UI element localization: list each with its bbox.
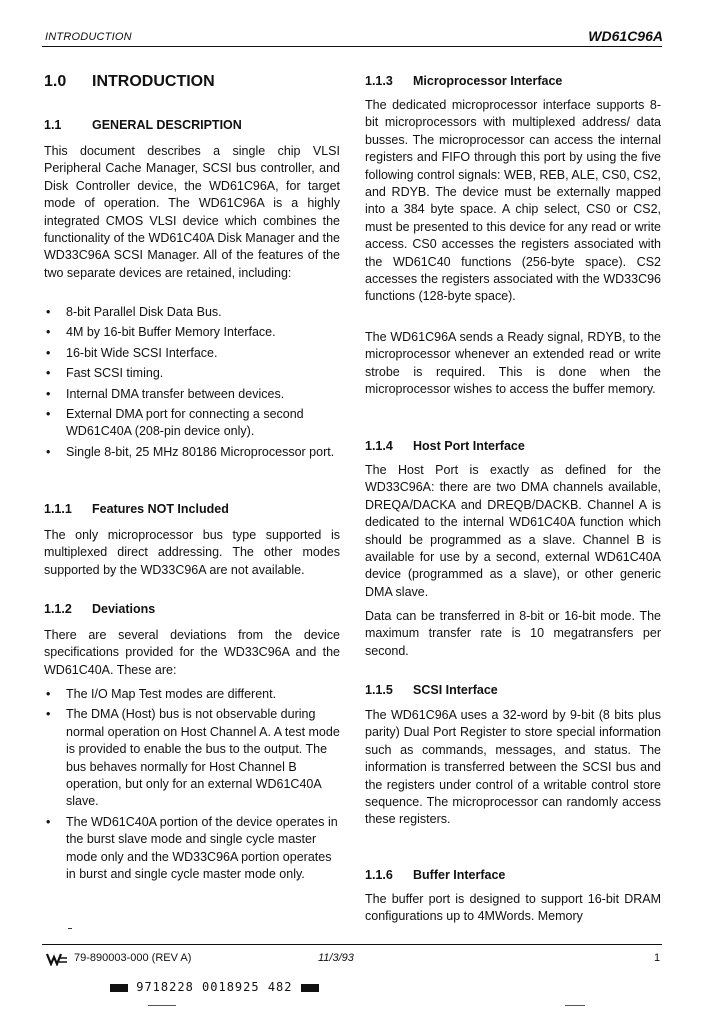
list-item: • 16-bit Wide SCSI Interface. [46, 345, 218, 360]
host-port-paragraph-2: Data can be transferred in 8-bit or 16-bit mode. The maximum transfer rate is 10 megatransfers per second. [365, 609, 661, 658]
running-header-section: INTRODUCTION [45, 31, 132, 43]
wd-logo-icon [46, 952, 68, 966]
publication-date: 11/3/93 [318, 952, 354, 964]
section-heading-1-0: 1.0 INTRODUCTION [44, 73, 215, 90]
running-header-part-number: WD61C96A [588, 28, 663, 44]
deviations-paragraph: There are several deviations from the device specifications provided for the WD33C96A and the WD61C40A. These are: [44, 628, 340, 677]
heading-1-1-1: 1.1.1 Features NOT Included [44, 502, 229, 516]
stray-mark [68, 928, 72, 929]
barcode-line [110, 980, 319, 994]
header-rule [42, 46, 662, 47]
barcode-block-left [110, 984, 128, 992]
list-item: • Single 8-bit, 25 MHz 80186 Microprocessor port. [46, 444, 335, 459]
page-number: 1 [654, 952, 661, 964]
heading-1-1-3: 1.1.3 Microprocessor Interface [365, 74, 563, 88]
list-item: • The DMA (Host) bus is not observable during normal operation on Host Channel A. A test mode is provided to enable the bus to the output. The bus behaves normally for Host Channel B operation, but only for an external WD61C40A slave. [46, 707, 340, 809]
heading-1-1-4: 1.1.4 Host Port Interface [365, 439, 525, 453]
list-item: • The I/O Map Test modes are different. [46, 687, 277, 701]
heading-1-1-5: 1.1.5 SCSI Interface [365, 683, 498, 697]
document-number: 79-890003-000 (REV A) [74, 952, 192, 964]
scsi-interface-paragraph: The WD61C96A uses a 32-word by 9-bit (8 bits plus parity) Dual Port Register to store special information such as commands, messages, and status. The information is transferred between the SCSI bus and the registers under control of a writable control store sequence. The microprocessor can randomly access these registers. [365, 708, 661, 827]
heading-1-1: 1.1 GENERAL DESCRIPTION [44, 118, 242, 132]
list-item: • 8-bit Parallel Disk Data Bus. [46, 305, 222, 319]
deviation-list [44, 686, 340, 886]
list-item: • 4M by 16-bit Buffer Memory Interface. [46, 325, 276, 340]
barcode-block-right [301, 984, 319, 992]
heading-1-1-2: 1.1.2 Deviations [44, 602, 156, 616]
microprocessor-interface-paragraph-1: The dedicated microprocessor interface supports 8-bit microprocessors with multiplexed address/ data busses. The microprocessor can access the internal registers and FIFO through this port by using the five following control signals: WEB, REB, ALE, CS0, CS2, and RDYB. The device must be externally mapped into a 384 byte space. A chip select, CS0 or CS2, must be presented to this device for any read or write access. CS0 accesses the registers associated with the WD61C40 functions (256-byte space). CS2 accesses the registers associated with the WD33C96 functions (128-byte space). [365, 98, 661, 304]
list-item: • Internal DMA transfer between devices. [46, 386, 285, 401]
footer-rule [42, 944, 662, 945]
list-item: • External DMA port for connecting a second WD61C40A (208-pin device only). [46, 407, 304, 439]
list-item: • The WD61C40A portion of the device operates in the burst slave mode and single cycle master mode only and the WD33C96A portion operates in burst and single cycle master mode only. [46, 814, 338, 882]
features-not-included-paragraph: The only microprocessor bus type supported is multiplexed direct addressing. The other modes supported by the WD33C96A are not available. [44, 528, 340, 577]
list-item: • Fast SCSI timing. [46, 366, 164, 381]
dash-mark [565, 1005, 585, 1006]
heading-1-1-6: 1.1.6 Buffer Interface [365, 868, 506, 882]
general-description-paragraph: This document describes a single chip VLSI Peripheral Cache Manager, SCSI bus controller, and Disk Controller device, the WD61C96A, for target mode of operation. The WD61C96A is a highly integrated CMOS VLSI device which combines the functionality of the WD61C40A Disk Manager and the WD33C96A SCSI Manager. All of the features of the two separate devices are retained, including: [44, 144, 340, 280]
microprocessor-interface-paragraph-2: The WD61C96A sends a Ready signal, RDYB, to the microprocessor whenever an extended read or write strobe is required. This is done when the microprocessor wishes to access the buffer memory. [365, 330, 661, 397]
feature-list [44, 304, 340, 464]
barcode-digits: 9718228 0018925 482 [136, 980, 293, 994]
buffer-interface-paragraph: The buffer port is designed to support 16-bit DRAM configurations up to 4MWords. Memory [365, 892, 661, 924]
dash-mark [148, 1005, 176, 1006]
host-port-paragraph-1: The Host Port is exactly as defined for the WD33C96A: there are two DMA channels available, DREQA/DACKA and DREQB/DACKB. Channel A is dedicated to the internal WD61C40A function which should be programmed as a slave. Channel B is available for use by a second, external WD61C40A device (programmed as a slave), or other generic DMA slave. [365, 463, 661, 599]
